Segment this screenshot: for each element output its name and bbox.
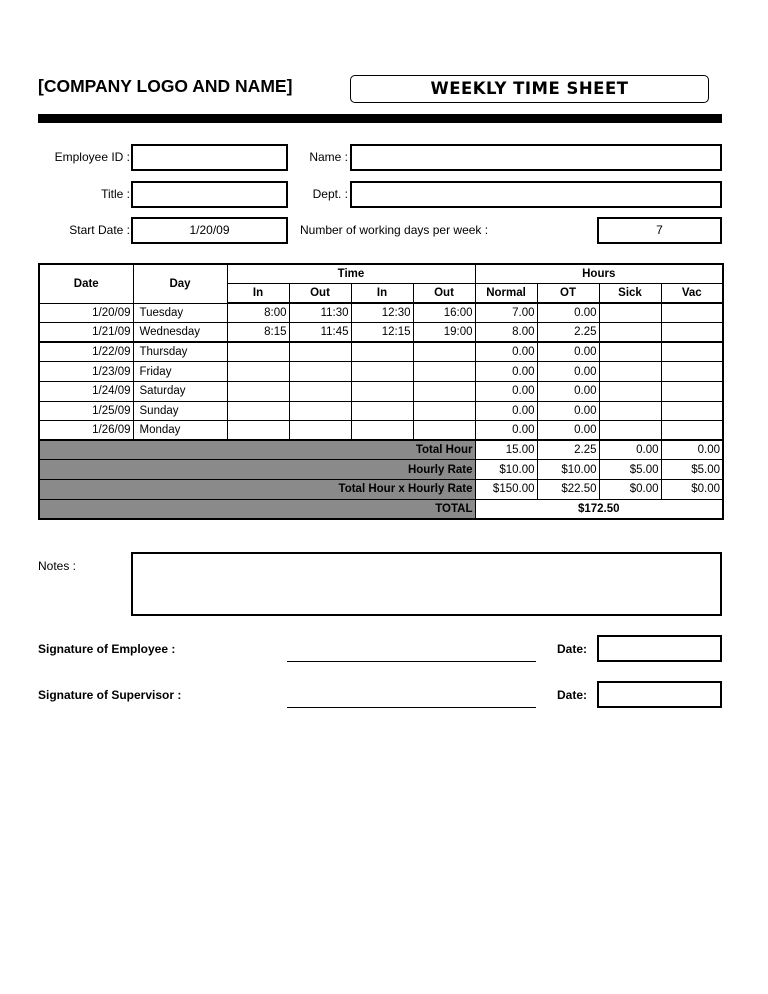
table-row bbox=[39, 362, 723, 382]
employee-date-label: Date: bbox=[557, 642, 588, 656]
col-header-day: Day bbox=[133, 264, 227, 303]
cell-in1[interactable]: 8:00 bbox=[227, 303, 289, 323]
employee-signature-line[interactable] bbox=[287, 661, 536, 662]
cell-day: Wednesday bbox=[133, 323, 227, 343]
cell-day: Saturday bbox=[133, 382, 227, 402]
cell-date: 1/20/09 bbox=[39, 303, 133, 323]
cell-out2[interactable] bbox=[413, 342, 475, 362]
header-rule bbox=[38, 114, 722, 123]
cell-normal: 8.00 bbox=[475, 323, 537, 343]
cell-sick[interactable] bbox=[599, 303, 661, 323]
cell-normal: 0.00 bbox=[475, 401, 537, 421]
name-label: Name : bbox=[309, 150, 348, 164]
cell-date: 1/25/09 bbox=[39, 401, 133, 421]
hourly-rate-ot[interactable]: $10.00 bbox=[537, 460, 599, 480]
grand-total: $172.50 bbox=[475, 499, 723, 519]
col-header-ot: OT bbox=[537, 284, 599, 304]
total-hour-vac: 0.00 bbox=[661, 440, 723, 460]
title-field[interactable] bbox=[131, 181, 288, 208]
col-header-time: Time bbox=[227, 264, 475, 284]
cell-in1[interactable] bbox=[227, 382, 289, 402]
col-header-date: Date bbox=[39, 264, 133, 303]
cell-out1[interactable] bbox=[289, 342, 351, 362]
cell-sick[interactable] bbox=[599, 323, 661, 343]
cell-normal: 0.00 bbox=[475, 342, 537, 362]
hourly-rate-label: Hourly Rate bbox=[39, 460, 475, 480]
hourly-rate-sick[interactable]: $5.00 bbox=[599, 460, 661, 480]
col-header-in: In bbox=[227, 284, 289, 304]
supervisor-signature-label: Signature of Supervisor : bbox=[38, 688, 182, 702]
title-label: Title : bbox=[101, 187, 130, 201]
cell-in2[interactable]: 12:30 bbox=[351, 303, 413, 323]
company-logo-and-name: [COMPANY LOGO AND NAME] bbox=[38, 76, 293, 96]
hourly-rate-normal[interactable]: $10.00 bbox=[475, 460, 537, 480]
cell-out1[interactable] bbox=[289, 401, 351, 421]
col-header-vac: Vac bbox=[661, 284, 723, 304]
product-ot: $22.50 bbox=[537, 480, 599, 500]
cell-out2[interactable]: 16:00 bbox=[413, 303, 475, 323]
product-vac: $0.00 bbox=[661, 480, 723, 500]
cell-sick[interactable] bbox=[599, 382, 661, 402]
cell-sick[interactable] bbox=[599, 421, 661, 441]
cell-day: Sunday bbox=[133, 401, 227, 421]
total-hour-sick: 0.00 bbox=[599, 440, 661, 460]
cell-in2[interactable] bbox=[351, 401, 413, 421]
cell-out1[interactable] bbox=[289, 382, 351, 402]
cell-day: Thursday bbox=[133, 342, 227, 362]
cell-normal: 7.00 bbox=[475, 303, 537, 323]
cell-date: 1/24/09 bbox=[39, 382, 133, 402]
employee-id-label: Employee ID : bbox=[54, 150, 130, 164]
cell-date: 1/22/09 bbox=[39, 342, 133, 362]
cell-sick[interactable] bbox=[599, 362, 661, 382]
start-date-label: Start Date : bbox=[69, 223, 130, 237]
cell-vac[interactable] bbox=[661, 382, 723, 402]
cell-in1[interactable]: 8:15 bbox=[227, 323, 289, 343]
cell-ot: 0.00 bbox=[537, 362, 599, 382]
cell-in2[interactable] bbox=[351, 421, 413, 441]
cell-day: Friday bbox=[133, 362, 227, 382]
total-label: TOTAL bbox=[39, 499, 475, 519]
supervisor-signature-line[interactable] bbox=[287, 707, 536, 708]
table-row bbox=[39, 382, 723, 402]
employee-signature-label: Signature of Employee : bbox=[38, 642, 176, 656]
page-title: WEEKLY TIME SHEET bbox=[350, 75, 709, 103]
notes-label: Notes : bbox=[38, 559, 77, 573]
cell-out1[interactable]: 11:45 bbox=[289, 323, 351, 343]
cell-out2[interactable] bbox=[413, 362, 475, 382]
cell-sick[interactable] bbox=[599, 401, 661, 421]
col-header-hours: Hours bbox=[475, 264, 723, 284]
cell-ot: 2.25 bbox=[537, 323, 599, 343]
cell-out2[interactable] bbox=[413, 401, 475, 421]
cell-date: 1/21/09 bbox=[39, 323, 133, 343]
cell-in1[interactable] bbox=[227, 362, 289, 382]
cell-ot: 0.00 bbox=[537, 382, 599, 402]
col-header-normal: Normal bbox=[475, 284, 537, 304]
cell-vac[interactable] bbox=[661, 362, 723, 382]
col-header-out: Out bbox=[289, 284, 351, 304]
cell-normal: 0.00 bbox=[475, 382, 537, 402]
table-row bbox=[39, 303, 723, 323]
cell-day: Monday bbox=[133, 421, 227, 441]
working-days-label: Number of working days per week : bbox=[300, 223, 489, 237]
total-hour-ot: 2.25 bbox=[537, 440, 599, 460]
col-header-out: Out bbox=[413, 284, 475, 304]
cell-out1[interactable] bbox=[289, 421, 351, 441]
cell-out2[interactable]: 19:00 bbox=[413, 323, 475, 343]
cell-in2[interactable]: 12:15 bbox=[351, 323, 413, 343]
cell-out2[interactable] bbox=[413, 382, 475, 402]
cell-vac[interactable] bbox=[661, 303, 723, 323]
table-row bbox=[39, 342, 723, 362]
cell-ot: 0.00 bbox=[537, 342, 599, 362]
time-sheet-table bbox=[38, 263, 724, 520]
cell-sick[interactable] bbox=[599, 342, 661, 362]
cell-in1[interactable] bbox=[227, 401, 289, 421]
cell-ot: 0.00 bbox=[537, 421, 599, 441]
table-row bbox=[39, 401, 723, 421]
product-label: Total Hour x Hourly Rate bbox=[39, 480, 475, 500]
cell-vac[interactable] bbox=[661, 323, 723, 343]
total-hour-label: Total Hour bbox=[39, 440, 475, 460]
cell-date: 1/26/09 bbox=[39, 421, 133, 441]
employee-date-field[interactable] bbox=[597, 635, 722, 662]
cell-day: Tuesday bbox=[133, 303, 227, 323]
cell-vac[interactable] bbox=[661, 342, 723, 362]
table-row bbox=[39, 421, 723, 441]
cell-in1[interactable] bbox=[227, 342, 289, 362]
hourly-rate-vac[interactable]: $5.00 bbox=[661, 460, 723, 480]
total-hour-normal: 15.00 bbox=[475, 440, 537, 460]
cell-out2[interactable] bbox=[413, 421, 475, 441]
dept-label: Dept. : bbox=[312, 187, 348, 201]
cell-out1[interactable] bbox=[289, 362, 351, 382]
cell-out1[interactable]: 11:30 bbox=[289, 303, 351, 323]
cell-ot: 0.00 bbox=[537, 303, 599, 323]
cell-in2[interactable] bbox=[351, 342, 413, 362]
cell-date: 1/23/09 bbox=[39, 362, 133, 382]
supervisor-date-label: Date: bbox=[557, 688, 588, 702]
name-field[interactable] bbox=[350, 144, 722, 171]
supervisor-date-field[interactable] bbox=[597, 681, 722, 708]
cell-vac[interactable] bbox=[661, 401, 723, 421]
cell-in1[interactable] bbox=[227, 421, 289, 441]
start-date-field[interactable]: 1/20/09 bbox=[131, 217, 288, 244]
cell-normal: 0.00 bbox=[475, 421, 537, 441]
notes-field[interactable] bbox=[131, 552, 722, 616]
cell-vac[interactable] bbox=[661, 421, 723, 441]
product-sick: $0.00 bbox=[599, 480, 661, 500]
employee-id-field[interactable] bbox=[131, 144, 288, 171]
col-header-sick: Sick bbox=[599, 284, 661, 304]
cell-in2[interactable] bbox=[351, 382, 413, 402]
col-header-in: In bbox=[351, 284, 413, 304]
dept-field[interactable] bbox=[350, 181, 722, 208]
cell-in2[interactable] bbox=[351, 362, 413, 382]
table-row bbox=[39, 323, 723, 343]
product-normal: $150.00 bbox=[475, 480, 537, 500]
cell-ot: 0.00 bbox=[537, 401, 599, 421]
cell-normal: 0.00 bbox=[475, 362, 537, 382]
working-days-field[interactable]: 7 bbox=[597, 217, 722, 244]
